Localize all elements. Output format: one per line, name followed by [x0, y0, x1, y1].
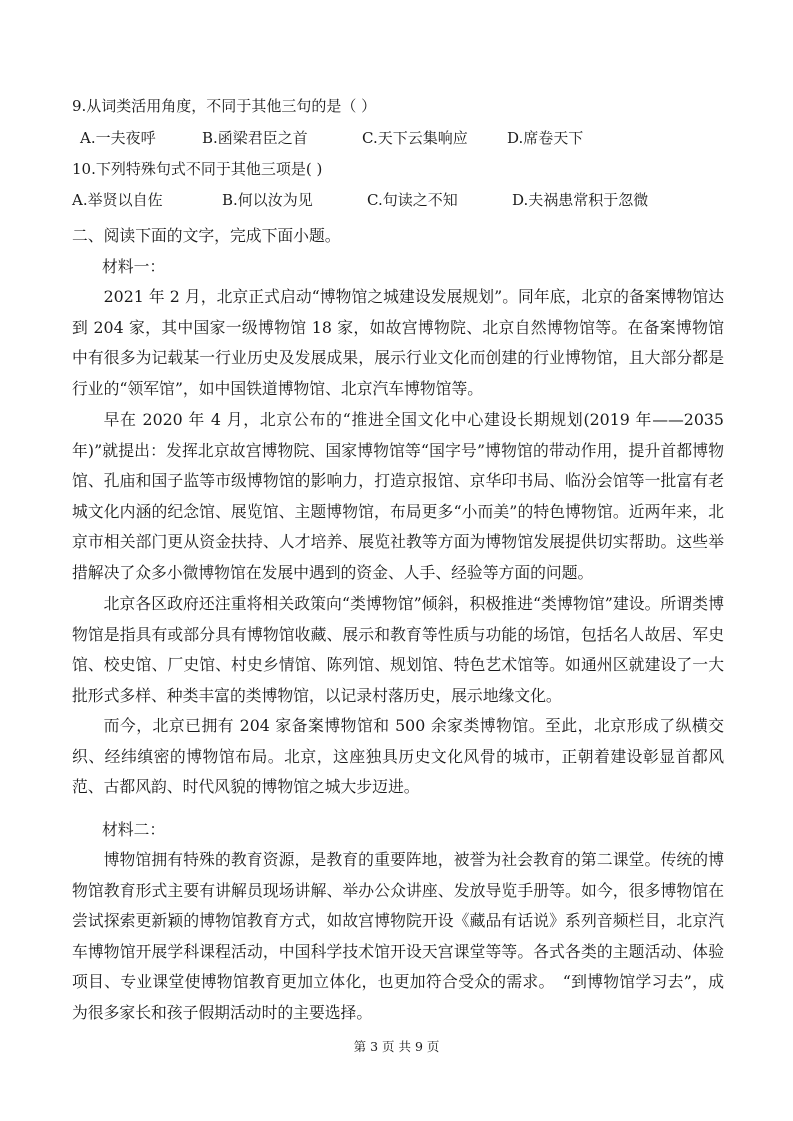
q9-stem: 9.从词类活用角度，不同于其他三句的是（ ）: [72, 97, 377, 115]
material-one-paragraph-2: 早在 2020 年 4 月，北京公布的“推进全国文化中心建设长期规划(2019 年——2035 年)”就提出：发挥北京故宫博物院、国家博物馆等“国字号”博物馆的带动作用，提升首都博物馆、孔庙和国子监等市级博物馆的影响力，打造京报馆、京华印书局、临汾会馆等一批富有老城文化内涵的纪念馆、展览馆、主题博物馆，布局更多“小而美”的特色博物馆。近两年来，北京市相关部门更从资金扶持、人才培养、展览社教等方面为博物馆发展提供切实帮助。这些举措解决了众多小微博物馆在发展中遇到的资金、人手、经验等方面的问题。: [72, 410, 724, 582]
material-one-paragraph-4: 而今，北京已拥有 204 家备案博物馆和 500 余家类博物馆。至此，北京形成了纵横交织、经纬缜密的博物馆布局。北京，这座独具历史文化风骨的城市，正朝着建设彰显首都风范、古都风韵、时代风貌的博物馆之城大步迈进。: [72, 716, 724, 797]
q9-option-a: A.一夫夜呼: [80, 129, 156, 147]
material-one-paragraph-1: 2021 年 2 月，北京正式启动“博物馆之城建设发展规划”。同年底，北京的备案博物馆达到 204 家，其中国家一级博物馆 18 家，如故宫博物院、北京自然博物馆等。在备案博物馆中有很多为记载某一行业历史及发展成果，展示行业文化而创建的行业博物馆，且大部分都是行业的“领军馆”，如中国铁道博物馆、北京汽车博物馆等。: [72, 287, 724, 398]
material-one-label: 材料一：: [102, 257, 166, 276]
material-two-label: 材料二：: [102, 820, 166, 839]
section-heading: 二、阅读下面的文字，完成下面小题。: [72, 226, 341, 245]
q10-option-d: D.夫祸患常积于忽微: [512, 191, 649, 209]
q10-option-b: B.何以汝为见: [222, 191, 313, 209]
page-number-footer: 第 3 页 共 9 页: [353, 1039, 440, 1054]
material-two-paragraph-1: 博物馆拥有特殊的教育资源，是教育的重要阵地，被誉为社会教育的第二课堂。传统的博物馆教育形式主要有讲解员现场讲解、举办公众讲座、发放导览手册等。如今，很多博物馆在尝试探索更新颖的博物馆教育方式，如故宫博物院开设《藏品有话说》系列音频栏目，北京汽车博物馆开展学科课程活动，中国科学技术馆开设天宫课堂等等。各式各类的主题活动、体验项目、专业课堂使博物馆教育更加立体化，也更加符合受众的需求。 “到博物馆学习去”，成为很多家长和孩子假期活动时的主要选择。: [72, 850, 724, 1022]
q10-stem: 10.下列特殊句式不同于其他三项是( ): [72, 160, 323, 178]
q9-option-c: C.天下云集响应: [362, 129, 468, 147]
q10-option-c: C.句读之不知: [367, 191, 458, 209]
q10-option-a: A.举贤以自佐: [72, 191, 163, 209]
q9-option-b: B.函梁君臣之首: [202, 129, 308, 147]
q9-option-d: D.席卷天下: [507, 129, 584, 147]
material-one-paragraph-3: 北京各区政府还注重将相关政策向“类博物馆”倾斜，积极推进“类博物馆”建设。所谓类博物馆是指具有或部分具有博物馆收藏、展示和教育等性质与功能的场馆，包括名人故居、军史馆、校史馆、厂史馆、村史乡情馆、陈列馆、规划馆、特色艺术馆等。如通州区就建设了一大批形式多样、种类丰富的类博物馆，以记录村落历史，展示地缘文化。: [72, 594, 724, 705]
